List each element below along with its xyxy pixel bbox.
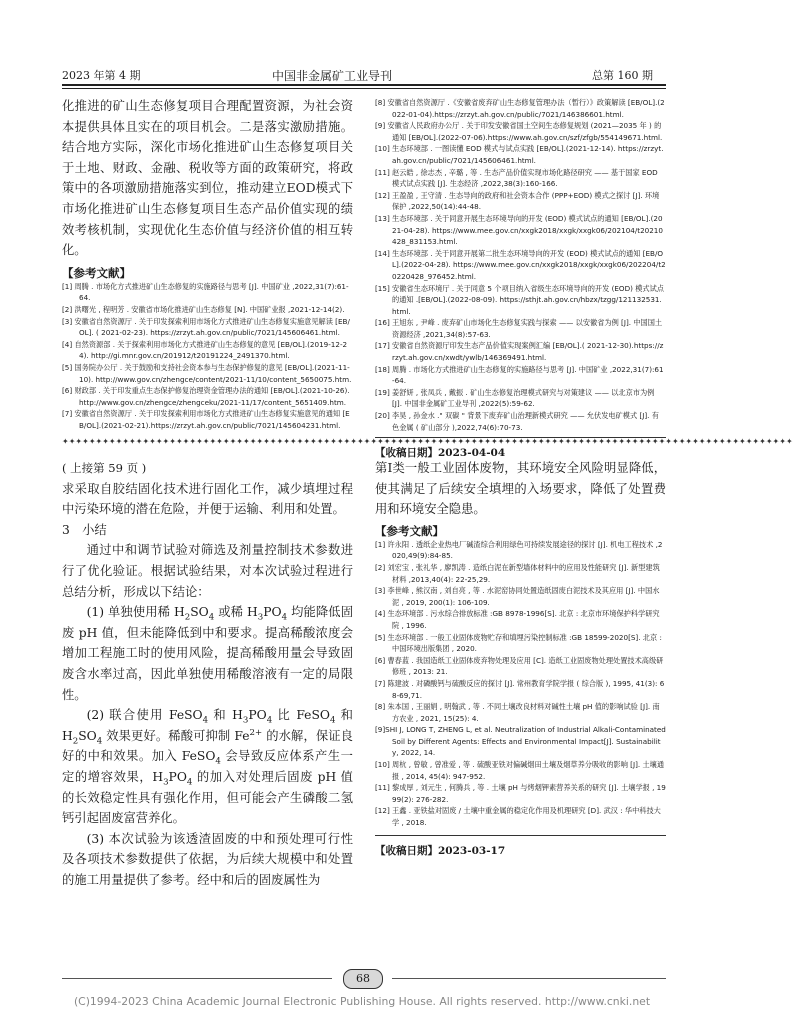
conclusion-3: (3) 本次试验为该透渣固废的中和预处理可行性及各项技术参数提供了依据，为后续大规模中和处置的施工用量提供了参考。经中和后的固废属性为 [62, 831, 353, 887]
journal-title: 中国非金属矿工业导刊 [272, 69, 393, 83]
header-rule-thin [62, 88, 666, 89]
article-divider: ✦✦✦✦✦✦✦✦✦✦✦✦✦✦✦✦✦✦✦✦✦✦✦✦✦✦✦✦✦✦✦✦✦✦✦✦✦✦✦✦✦✦✦✦✦✦✦✦✦✦✦✦✦✦✦✦✦✦✦✦✦✦✦✦✦✦✦✦✦✦✦✦✦✦✦✦✦✦✦✦✦✦✦✦✦✦✦✦✦✦✦✦✦✦✦✦✦✦✦✦✦✦✦✦✦✦✦✦✦ [62, 437, 793, 446]
received-label: 【收稿日期】 [375, 844, 438, 857]
closing-paragraph: 化推进的矿山生态修复项目合理配置资源，为社会资本提供具体且实在的项目机会。二是落实激励措施。结合地方实际，深化市场化推进矿山生态修复项目关于土地、财政、金融、税收等方面的政策研究，将政策中的各项激励措施落实到位，推动建立EOD模式下市场化推进矿山生态修复项目生态产品价值实现的绩效考核机制，实现优化生态价值与经济价值的相互转化。 [62, 99, 353, 258]
reference-item: [18] 周腾 . 市场化方式推进矿山生态修复的实施路径与思考 [J]. 中国矿业 ,2022,31(7):61-64. [375, 364, 664, 386]
received-rule [375, 835, 666, 836]
section-heading: 3 小结 [62, 522, 107, 537]
bottom-left-column [62, 458, 353, 890]
reference-item: [3] 李世峰 , 熊汉南 , 刘自亮 , 等 . 水泥窑协同处置造纸固废白泥技术及其应用 [J]. 中国水泥 , 2019, 200(1): 106-109. [375, 586, 660, 607]
bottom-right-column [375, 458, 666, 858]
reference-item: [6] 曹春蓝 . 我国造纸工业固体废弃物处理及应用 [C]. 造纸工业固废物处理处置技术高级研修班 , 2013: 21. [375, 655, 664, 677]
header-rule-thick [62, 84, 666, 86]
reference-list-continued [375, 97, 666, 433]
received-value: 2023-04-04 [438, 447, 506, 460]
reference-item: [12] 王鑫 . 亚铁盐对固废 / 土壤中重金属的稳定化作用及机理研究 [D]. 武汉 : 华中科技大学 , 2018. [375, 806, 661, 828]
reference-item: [1] 周腾 . 市场化方式推进矿山生态修复的实施路径与思考 [J]. 中国矿业 ,2022,31(7):61-64. [62, 281, 349, 303]
reference-item: [17] 安徽省自然资源厅印发生态产品价值实现案例汇编 [EB/OL].( 2021-12-30).https://zrzyt.ah.gov.cn/xwdt/ywlb/146369491.html. [375, 341, 664, 363]
reference-item: [11] 赵云皓 , 徐志杰 , 辛璐 , 等 . 生态产品价值实现市场化路径研究 —— 基于国家 EOD 模式试点实践 [J]. 生态经济 ,2022,38(3):160-166. [375, 167, 658, 189]
reference-item: [4] 生态环境部 . 污水综合排放标准 :GB 8978-1996[S]. 北京 : 北京市环境保护科学研究院 , 1996. [375, 609, 660, 630]
top-right-column [375, 97, 666, 460]
reference-item: [5] 生态环境部 . 一般工业固体废物贮存和填埋污染控制标准 :GB 18599-2020[S]. 北京 : 中国环境出版集团 , 2020. [375, 632, 662, 654]
reference-item: [10] 生态环境部 . 一图读懂 EOD 模式与试点实践 [EB/OL].(2021-12-14). https://zrzyt.ah.gov.cn/public/7021/145606461.html. [375, 144, 664, 165]
reference-item: [1] 许永阳 . 透纸企业热电厂碱渣综合利用绿色可持续发展途径的探讨 [J]. 机电工程技术 ,2020,49(9):84-85. [375, 539, 663, 561]
paragraph: 求采取自胶结固化技术进行固化工作，减少填埋过程中污染环境的潜在危险，并便于运输、利用和处置。 [62, 481, 353, 517]
reference-item: [9] 安徽省人民政府办公厅 . 关于印发安徽省国土空间生态修复规划 (2021—2035 年 ) 的通知 [EB/OL].(2022-07-06).https://www.ah.gov.cn/szf/zfgb/554149671.html. [375, 121, 663, 142]
reference-item: [6] 财政部 . 关于印发重点生态保护修复治理资金管理办法的通知 [EB/OL].(2021-10-26). http://www.gov.cn/zhengce/zhengceku/2021-11/17/content_5651409.htm. [62, 386, 350, 407]
reference-item: [2] 刘宏宝 , 张礼华 , 廖凯涛 . 造纸白泥在新型墙体材料中的应用及性能研究 [J]. 新型建筑材料 ,2013,40(4): 22-25,29. [375, 562, 660, 584]
footer-rule-right [392, 978, 666, 979]
reference-item: [2] 洪曙光 , 程明芳 . 安徽省市场化推进矿山生态修复 [N]. 中国矿业报 ,2021-12-14(2). [62, 304, 345, 314]
top-left-column [62, 96, 353, 431]
reference-item: [8] 朱本国 , 王丽娟 , 明翰武 , 等 . 不同土壤改良材料对碱性土壤 pH 值的影响试验 [J]. 南方农业 , 2021, 15(25): 4. [375, 702, 660, 723]
reference-item: [15] 安徽省生态环境厅 . 关于同意 5 个项目纳入省级生态环境导向的开发 (EOD) 模式试点的通知 .[EB/OL].(2022-08-09). https://sthjt.ah.gov.cn/hbzx/tzgg/121132531.html. [375, 283, 664, 316]
reference-item: [5] 国务院办公厅 . 关于鼓励和支持社会资本参与生态保护修复的意见 [EB/OL].(2021-11-10). http://www.gov.cn/zhengce/content/2021-11/10/content_5650075.htm. [62, 362, 352, 384]
reference-list [375, 539, 666, 829]
paragraph: 第Ⅰ类一般工业固体废物，其环境安全风险明显降低，使其满足了后续安全填埋的入场要求，降低了处置费用和环境安全隐患。 [375, 461, 666, 517]
journal-issue: 2023 年第 4 期 [62, 69, 141, 82]
reference-item: [19] 姜舒妍 , 张凤兵 , 戴振 . 矿山生态修复治理模式研究与对策建议 —— 以北京市为例 [J]. 中国非金属矿工业导刊 ,2022(5):59-62. [375, 387, 655, 409]
reference-item: [16] 王旭东 , 尹峰 . 废弃矿山市场化生态修复实践与探索 —— 以安徽省为例 [J]. 中国国土资源经济 ,2021,34(8):57-63. [375, 318, 663, 339]
received-value: 2023-03-17 [438, 844, 506, 857]
reference-item: [4] 自然资源部 . 关于探索利用市场化方式推进矿山生态修复的意见 [EB/OL].(2019-12-24). http://gi.mnr.gov.cn/201912/t20191224_2491370.html. [62, 339, 348, 361]
reference-item: [14] 生态环境部 . 关于同意开展第二批生态环境导向的开发 (EOD) 模式试点的通知 [EB/OL].(2022-04-28). https://www.mee.gov.cn/xxgk2018/xxgk/xxgk06/202204/t20220428_976452.html. [375, 248, 666, 281]
reference-item: [7] 安徽省自然资源厅 . 关于印发探索利用市场化方式推进矿山生态修复实施意见的通知 [EB/OL].(2021-02-21).https://zrzyt.ah.gov.cn/public/7021/145604231.html. [62, 409, 350, 430]
reference-item: [11] 黎成厚 , 刘元生 , 何腾兵 , 等 . 土壤 pH 与烤烟钾素营养关系的研究 [J]. 土壤学报 , 1999(2): 276-282. [375, 783, 666, 804]
total-issue: 总第 160 期 [592, 69, 653, 82]
conclusion-1: (1) 单独使用稀 $H_2SO_4$ 或稀 $H_3PO_4$ 均能降低固废 pH 值，但未能降低到中和要求。提高稀酸浓度会增加工程施工时的使用风险，提高稀酸用量会导致固废含水率过高，因此单独使用稀酸溶液有一定的局限性。 [62, 605, 354, 702]
references-title: 【参考文献】 [375, 523, 444, 538]
footer-rule-left [62, 978, 332, 979]
references-title: 【参考文献】 [62, 265, 131, 280]
conclusion-2: (2) 联合使用 FeSO$_4$ 和 $H_3PO_4$ 比 FeSO$_4$ 和 $H_2SO_4$ 效果更好。稀酸可抑制 $Fe^{2+}$ 的水解，保证良好的中和效果。加入 FeSO$_4$ 会导致反应体系产生一定的增容效果，$H_3PO_4$ 的加入对处理后固废 pH 值的长效稳定性具有强化作用，但可能会产生磷酸二氢钙引起固废富营养化。 [62, 708, 353, 826]
reference-item: [9]SHI J, LONG T, ZHENG L, et al. Neutralization of Industrial Alkali-Contaminated Soil by Different Agents: Effects and Environmental Impact[J]. Sustainability, 2022, 14. [375, 725, 666, 758]
received-date [375, 840, 666, 858]
page-number: 68 [343, 969, 383, 989]
reference-item: [7] 陈建波 . 对磷酸钙与硫酸反应的探讨 [J]. 常州教育学院学报 ( 综合版 ), 1995, 41(3): 68-69,71. [375, 678, 665, 700]
reference-item: [8] 安徽省自然资源厅 .《安徽省废弃矿山生态修复管理办法（暂行）》政策解读 [EB/OL].(2022-01-04).https://zrzyt.ah.gov.cn/public/7021/146386601.html. [375, 98, 665, 119]
reference-item: [3] 安徽省自然资源厅 . 关于印发探索利用市场化方式推进矿山生态修复实施意见解读 [EB/OL]. ( 2021-02-23). https://zrzyt.ah.gov.cn/public/7021/145606461.html. [62, 316, 350, 338]
reference-item: [20] 李昊 , 孙金水 ." 双碳 " 背景下废弃矿山治理新模式研究 —— 允伏发电矿模式 [J]. 有色金属 ( 矿山部分 ),2022,74(6):70-73. [375, 411, 659, 432]
continued-from: ( 上接第 59 页 ) [62, 461, 147, 475]
reference-item: [10] 周杭 , 曾敏 , 曾准爱 , 等 . 硫酸亚铁对偏碱烟田土壤及烟草养分吸收的影响 [J]. 土壤通报 , 2014, 45(4): 947-952. [375, 760, 665, 781]
reference-item: [12] 王盈盈 , 王守清 . 生态导向的政府和社会资本合作 (PPP+EOD) 模式之探讨 [J]. 环境保护 ,2022,50(14):44-48. [375, 190, 660, 212]
received-label: 【收稿日期】 [375, 447, 438, 460]
reference-item: [13] 生态环境部 . 关于同意开展生态环境导向的开发 (EOD) 模式试点的通知 [EB/OL].(2021-04-28). https://www.mee.gov.cn/xxgk2018/xxgk/xxgk06/202104/t20210428_831153.html. [375, 213, 663, 247]
paragraph: 通过中和调节试验对筛选及剂量控制技术参数进行了优化验证。根据试验结果，对本次试验过程进行总结分析，形成以下结论： [62, 543, 353, 599]
copyright-notice: (C)1994-2023 China Academic Journal Electronic Publishing House. All rights reserved. http://www.cnki.net [73, 995, 651, 1008]
reference-list [62, 281, 353, 432]
